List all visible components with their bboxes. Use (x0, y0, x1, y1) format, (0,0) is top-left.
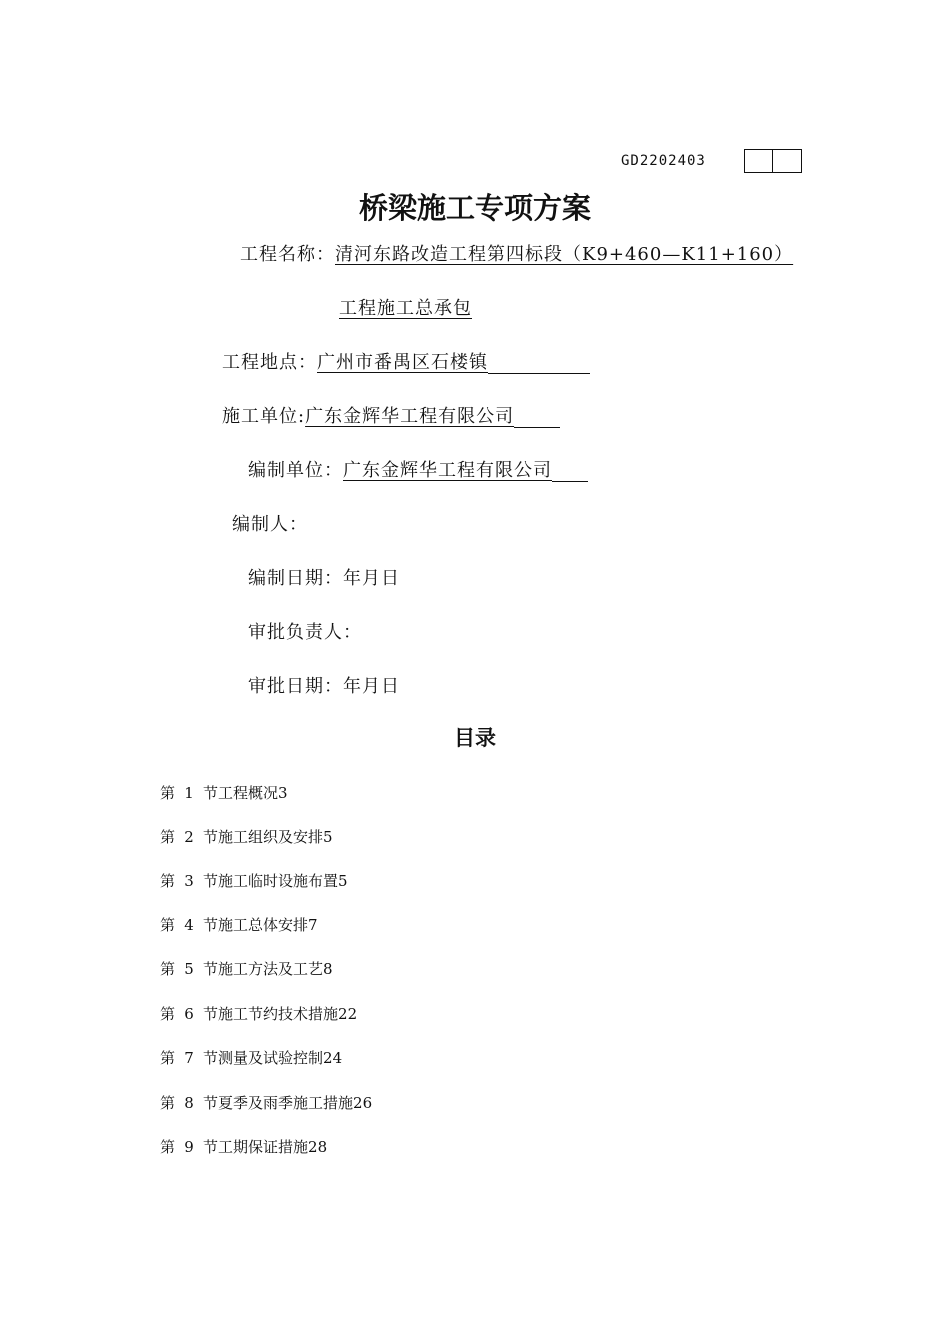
toc-item (160, 826, 333, 847)
compile-date-label: 编制日期： (248, 568, 343, 589)
contractor-label: 施工单位: (222, 406, 306, 427)
toc-item-page: 5 (323, 828, 333, 846)
toc-item-page: 26 (353, 1094, 373, 1112)
toc-item-prefix: 第 (160, 1094, 176, 1112)
toc-item-prefix: 第 (160, 784, 176, 802)
toc-item (160, 1047, 342, 1068)
compiler-unit-label: 编制单位： (248, 460, 343, 481)
code-box (773, 149, 802, 173)
toc-item-prefix: 第 (160, 872, 176, 890)
toc-item-prefix: 第 (160, 1005, 176, 1023)
toc-item (160, 870, 348, 891)
toc-item (160, 1092, 372, 1113)
toc-item-page: 22 (338, 1005, 358, 1023)
compile-date-value: 年月日 (343, 568, 400, 589)
toc-item-text: 节施工方法及工艺 (203, 960, 324, 978)
compiler-unit-row (248, 456, 588, 482)
toc-item-text: 节测量及试验控制 (203, 1049, 324, 1067)
toc-item-page: 7 (308, 916, 318, 934)
toc-item (160, 1003, 357, 1024)
compiler-label: 编制人： (232, 514, 308, 535)
code-boxes (744, 149, 802, 173)
project-name-label: 工程名称： (240, 244, 335, 265)
toc-item-text: 节工程概况 (203, 784, 279, 802)
toc-item-page: 5 (338, 872, 348, 890)
toc-item-text: 节夏季及雨季施工措施 (203, 1094, 354, 1112)
toc-item-page: 8 (323, 960, 333, 978)
toc-item-text: 节施工组织及安排 (203, 828, 324, 846)
project-name-value: 清河东路改造工程第四标段（K9+460—K11+160） (335, 244, 794, 265)
toc-item-text: 节施工总体安排 (203, 916, 309, 934)
toc-item-prefix: 第 (160, 1138, 176, 1156)
toc-item-number: 5 (184, 960, 194, 978)
approve-date-row (248, 672, 400, 698)
document-title: 桥梁施工专项方案 (358, 191, 591, 225)
approve-date-value: 年月日 (343, 676, 400, 697)
project-name-value-cont: 工程施工总承包 (339, 298, 472, 319)
toc-item-text: 节施工节约技术措施 (203, 1005, 339, 1023)
location-value: 广州市番禺区石楼镇 (317, 352, 488, 373)
approver-label: 审批负责人： (248, 622, 362, 643)
toc-item-prefix: 第 (160, 960, 176, 978)
project-name-continuation (339, 294, 472, 320)
contractor-blank-line (514, 407, 560, 428)
toc-item-prefix: 第 (160, 916, 176, 934)
project-name-row (240, 240, 793, 266)
compiler-row (232, 510, 308, 536)
contractor-value: 广东金辉华工程有限公司 (305, 406, 515, 427)
toc-item-number: 6 (184, 1005, 194, 1023)
toc-item-number: 9 (184, 1138, 194, 1156)
toc-item-text: 节工期保证措施 (203, 1138, 309, 1156)
approve-date-label: 审批日期： (248, 676, 343, 697)
compile-date-row (248, 564, 400, 590)
toc-item-text: 节施工临时设施布置 (203, 872, 339, 890)
document-code: GD2202403 (621, 153, 706, 169)
code-box (744, 149, 773, 173)
toc-item-page: 3 (278, 784, 288, 802)
location-label: 工程地点： (222, 352, 317, 373)
toc-title: 目录 (454, 725, 496, 750)
toc-item-prefix: 第 (160, 828, 176, 846)
location-blank-line (488, 353, 590, 374)
toc-item-number: 4 (184, 916, 194, 934)
compiler-unit-value: 广东金辉华工程有限公司 (343, 460, 552, 481)
contractor-row (222, 402, 560, 428)
toc-item (160, 958, 333, 979)
toc-item-prefix: 第 (160, 1049, 176, 1067)
toc-item-number: 8 (184, 1094, 194, 1112)
toc-item (160, 1136, 327, 1157)
toc-item (160, 782, 288, 803)
toc-item-number: 3 (184, 872, 194, 890)
compiler-unit-blank-line (552, 461, 588, 482)
approver-row (248, 618, 362, 644)
toc-item-page: 24 (323, 1049, 343, 1067)
location-row (222, 348, 590, 374)
toc-item (160, 914, 318, 935)
toc-item-number: 1 (184, 784, 194, 802)
toc-item-number: 7 (184, 1049, 194, 1067)
toc-item-page: 28 (308, 1138, 328, 1156)
toc-item-number: 2 (184, 828, 194, 846)
